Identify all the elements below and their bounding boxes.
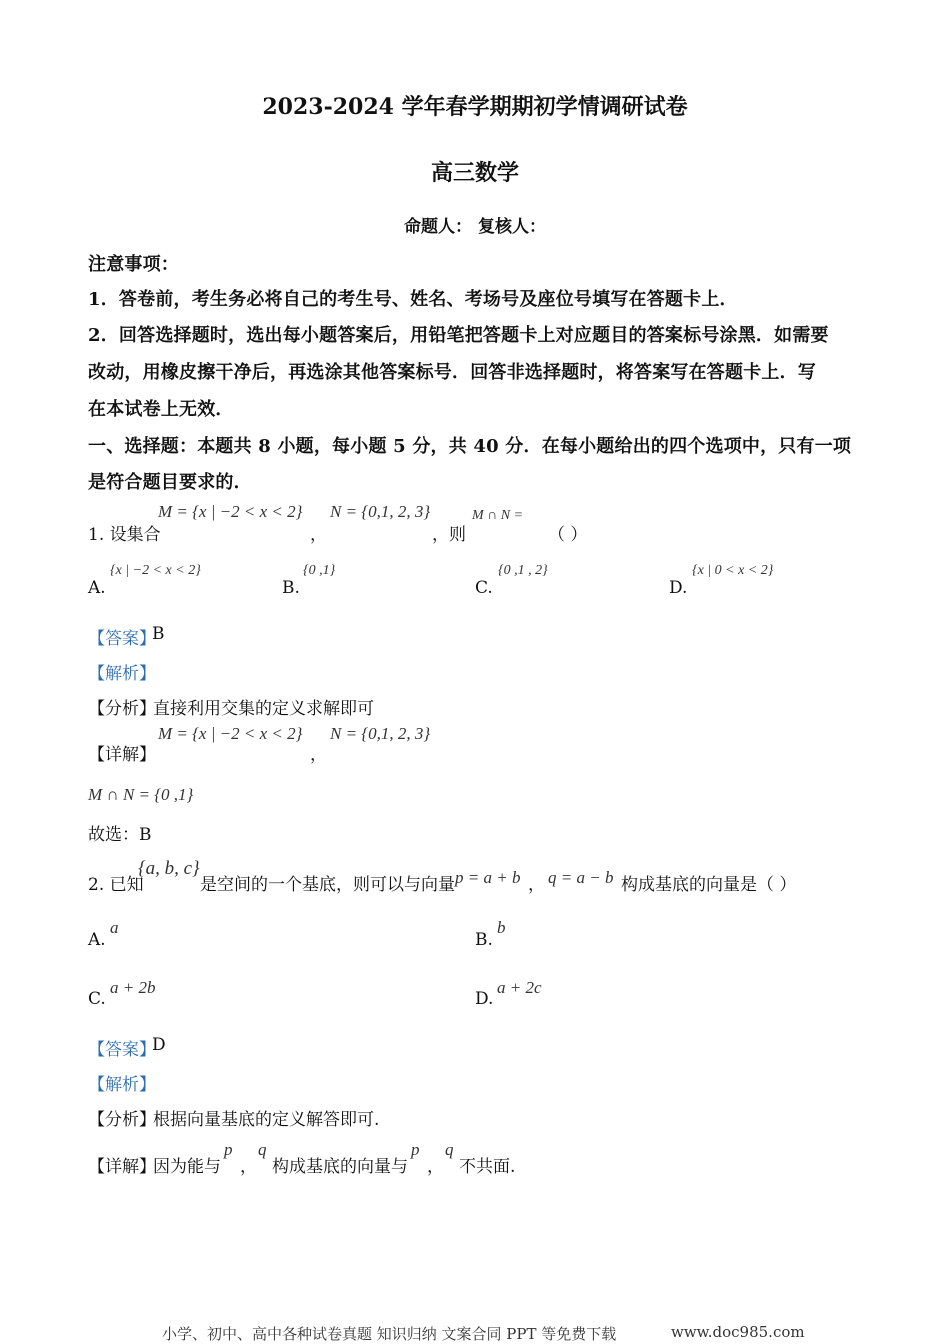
q1-option-c-label: C.: [475, 578, 493, 598]
exam-subtitle: 高三数学: [430, 160, 519, 186]
q1-option-a: {x | −2 < x < 2}: [110, 563, 201, 578]
q1-choose: 故选：B: [88, 825, 152, 845]
exam-title: 2023-2024 学年春学期期初学情调研试卷: [262, 94, 688, 120]
q2-option-a-label: A.: [88, 930, 106, 950]
q2-text1: 是空间的一个基底，则可以与向量: [200, 875, 455, 895]
q2-detail-q2: q: [445, 1140, 454, 1159]
q1-detail-tag: 【详解】: [88, 745, 156, 765]
q1-set-n: N = {0,1, 2, 3}: [330, 502, 431, 521]
q1-answer-tag: 【答案】: [88, 629, 156, 649]
q2-detail-q1: q: [258, 1140, 267, 1159]
q1-option-c: {0 ,1 , 2}: [498, 563, 548, 578]
section-heading-line1: 一、选择题：本题共 8 小题，每小题 5 分，共 40 分．在每小题给出的四个选项中，只有一项: [88, 436, 852, 457]
note-item-2-line2: 改动，用橡皮擦干净后，再选涂其他答案标号．回答非选择题时，将答案写在答题卡上．写: [88, 362, 816, 383]
q1-fenxi-tag: 【分析】: [88, 699, 156, 719]
q2-detail-comma2: ，: [427, 1157, 444, 1177]
q2-detail-p1: p: [224, 1140, 233, 1159]
q2-option-b-label: B.: [475, 930, 493, 950]
q2-detail-p2: p: [411, 1140, 420, 1159]
q2-fenxi: 根据向量基底的定义解答即可.: [153, 1110, 380, 1130]
q1-detail-m: M = {x | −2 < x < 2}: [158, 724, 303, 743]
q1-option-a-label: A.: [88, 578, 106, 598]
q1-detail-comma: ，: [310, 745, 327, 765]
q2-detail-text2: 构成基底的向量与: [272, 1157, 408, 1177]
q1-prefix: 1. 设集合: [88, 525, 161, 545]
note-item-2-line3: 在本试卷上无效．: [88, 399, 234, 420]
q1-result: M ∩ N = {0 ,1}: [88, 785, 194, 804]
note-item-2-line1: 2．回答选择题时，选出每小题答案后，用铅笔把答题卡上对应题目的答案标号涂黑．如需要: [88, 325, 829, 346]
q1-comma1: ，: [310, 525, 327, 545]
q2-detail-comma1: ，: [240, 1157, 257, 1177]
q2-fenxi-tag: 【分析】: [88, 1110, 156, 1130]
q2-detail-text3: 不共面.: [459, 1157, 516, 1177]
q1-paren: （ ）: [548, 525, 588, 545]
q2-text2: 构成基底的向量是（ ）: [621, 875, 797, 895]
notes-heading: 注意事项：: [88, 254, 179, 275]
q2-p-expr: p = a + b: [455, 868, 521, 887]
q2-option-a: a: [110, 918, 119, 937]
q2-option-c-label: C.: [88, 989, 106, 1009]
q1-option-b: {0 ,1}: [303, 563, 336, 578]
q1-detail-n: N = {0,1, 2, 3}: [330, 724, 431, 743]
footer-url-link[interactable]: www.doc985.com: [671, 1323, 805, 1341]
q2-q-expr: q = a − b: [548, 868, 614, 887]
q2-basis: {a, b, c}: [138, 858, 200, 879]
q1-expr: M ∩ N =: [472, 508, 524, 523]
q2-answer: D: [152, 1035, 166, 1055]
q1-comma2: ，则: [432, 525, 466, 545]
q2-option-c: a + 2b: [110, 978, 156, 997]
q1-fenxi: 直接利用交集的定义求解即可: [153, 699, 374, 719]
q2-option-b: b: [497, 918, 506, 937]
q2-analysis-tag: 【解析】: [88, 1075, 156, 1095]
q2-detail-tag: 【详解】: [88, 1157, 156, 1177]
q1-option-d: {x | 0 < x < 2}: [692, 563, 774, 578]
q1-analysis-tag: 【解析】: [88, 664, 156, 684]
section-heading-line2: 是符合题目要求的．: [88, 472, 252, 493]
q1-answer: B: [152, 624, 165, 644]
q1-set-m: M = {x | −2 < x < 2}: [158, 502, 303, 521]
q1-option-d-label: D.: [669, 578, 688, 598]
q2-detail-text1: 因为能与: [153, 1157, 221, 1177]
authors-line: 命题人： 复核人：: [404, 217, 546, 237]
q2-comma: ，: [528, 875, 545, 895]
q2-answer-tag: 【答案】: [88, 1040, 156, 1060]
footer-text: 小学、初中、高中各种试卷真题 知识归纳 文案合同 PPT 等免费下载: [162, 1325, 617, 1343]
q1-option-b-label: B.: [282, 578, 300, 598]
q2-prefix: 2. 已知: [88, 875, 144, 895]
q2-option-d: a + 2c: [497, 978, 542, 997]
note-item-1: 1．答卷前，考生务必将自己的考生号、姓名、考场号及座位号填写在答题卡上．: [88, 289, 738, 310]
q2-option-d-label: D.: [475, 989, 494, 1009]
